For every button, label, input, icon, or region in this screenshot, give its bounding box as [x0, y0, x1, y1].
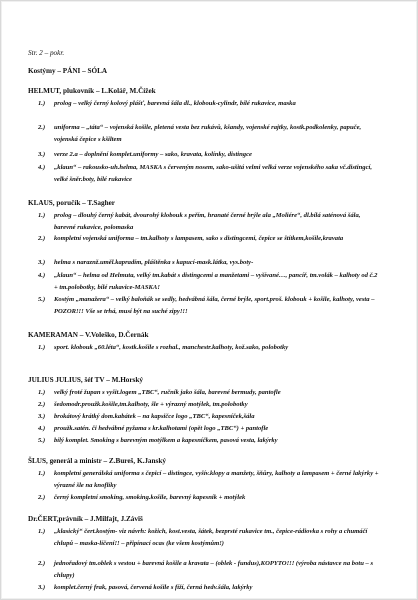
section-title-cert: Dr.ČERT,právník – J.Milfajt, J.Záviš — [28, 515, 143, 523]
document-heading: Kostýmy – PÁNI – SÓLA — [28, 67, 108, 75]
item-number: 5.) — [38, 296, 46, 303]
item-text: verze 2.a – doplnění komplet.uniformy – sako, kravata, kolínky, distingce — [54, 151, 252, 158]
list-item — [38, 411, 379, 423]
item-text: kompletní vojenská uniforma – tm.kalhoty s lampasem, sako s distingcemi, čepice se štítkem,košile,kravata — [54, 235, 344, 242]
list-item — [38, 435, 379, 447]
section-title-slus: ŠLUS, generál a ministr – Z.Bureš, K.Janský — [28, 457, 166, 465]
list-item — [38, 162, 379, 186]
list-item — [38, 399, 379, 411]
item-text: proužk.satén. či hedvábné pyžama s kr.kalhotami (opět logo „TBC“) + pantofle — [54, 425, 269, 432]
item-number: 3.) — [38, 259, 46, 266]
item-number: 3.) — [38, 413, 46, 420]
item-number: 2.) — [38, 124, 46, 131]
list-item — [38, 582, 379, 594]
item-number: 1.) — [38, 212, 46, 219]
item-number: 1.) — [38, 470, 46, 477]
item-text: šedomodr.proužk.košile,tm.kalhoty, šle + výrazný motýlek, tm.polobotky — [54, 401, 248, 408]
item-text: černý kompletní smoking, smoking.košile, barevný kapesník + motýlek — [54, 494, 246, 501]
item-text: „klaun“ – helma od Helmuta, velký tm.kabát s distingcemi a manžetami – vyšívané…, pancíř, tm.volák – kalhoty od č.2 + tm.polobotky, bílé rukavice-MASKA! — [54, 272, 378, 291]
item-number: 5.) — [38, 437, 46, 444]
item-number: 3.) — [38, 584, 46, 591]
item-text: prolog – dlouhý černý kabát, dvourohý klobouk s peřím, hranaté černé brýle ala „Moliére“, dl.bílá saténová šála, barevné rukavice, polomaska — [54, 212, 361, 231]
list-item — [38, 149, 379, 161]
item-number: 4.) — [38, 425, 46, 432]
item-text: jednořadový tm.oblek s vestou + barevná košile a kravata – (oblek - fundus),KOPYTO!!! (výroba nástavce na botu – s chlupy) — [54, 560, 374, 579]
item-text: velký froté župan s vyšit.logem „TBC“, ručník jako šála, barevné bermudy, pantofle — [54, 389, 281, 396]
section-title-helmut: HELMUT, plukovník – L.Kolář, M.Čížek — [28, 87, 156, 95]
list-item — [38, 558, 379, 582]
list-item — [38, 492, 379, 504]
item-text: uniforma – „táta“ – vojenská košile, pletená vesta bez rukávů, kšandy, vojenské rajtky, kostk.podkolenky, papuče, vojenská čepice s kšiltem — [54, 124, 362, 143]
item-number: 1.) — [38, 528, 46, 535]
item-text: prolog – velký černý kolový plášť, barevná šála dl., klobouk-cylindr, bílé rukavice, maska — [54, 100, 296, 107]
item-text: „klaun“ – rakousko-uh.helma, MASKA s červeným nosem, sako-ušitá velmi velká verze vojenského saka vč.distingcí, velké šněr.boty, bílé rukavice — [54, 164, 372, 183]
list-item — [38, 98, 379, 110]
item-number: 2.) — [38, 401, 46, 408]
section-title-kameraman: KAMERAMAN – V.Voleško, D.Černák — [28, 331, 149, 339]
item-number: 2.) — [38, 560, 46, 567]
page-label: Str. 2 – pokr. — [28, 49, 65, 57]
list-item — [38, 468, 379, 492]
item-number: 4.) — [38, 272, 46, 279]
section-title-klaus: KLAUS, poručík – T.Sagher — [28, 199, 115, 207]
item-text: helma s naraznž.uměl.kapradím, pláštěnka s kapucí-mask.látka, vys.boty- — [54, 259, 254, 266]
item-number: 1.) — [38, 389, 46, 396]
item-number: 4.) — [38, 164, 46, 171]
item-text: sport. klobouk „60.léta“, kostk.košile s rozhal., manchestr.kalhoty, kož.sako, polobotky — [54, 344, 289, 351]
item-text: komplet.černý frak, pasová, červená košile s fíží, černá hedv.šála, lakýrky — [54, 584, 253, 591]
item-number: 3.) — [38, 151, 46, 158]
list-item — [38, 423, 379, 435]
list-item — [38, 387, 379, 399]
item-text: bílý komplet. Smoking s barevným motýlkem a kapesníčkem, pasová vesta, lakýrky — [54, 437, 278, 444]
section-title-julius: JULIUS JULIUS, šéf TV – M.Horský — [28, 376, 143, 384]
item-text: Kostým „manažera“ – velký baloňák se sedly, hedvábná šála, černé brýle, sport.proš. klobouk + košile, kalhoty, vesta – POZOR!!! Vše se trhá, musí být na suché zipy!!! — [54, 296, 375, 315]
item-number: 1.) — [38, 344, 46, 351]
item-number: 1.) — [38, 100, 46, 107]
list-item — [38, 210, 379, 234]
list-item — [38, 342, 379, 354]
item-text: brokátový krátký dom.kabátek – na kapsičce logo „TBC“, kapesníček,šála — [54, 413, 255, 420]
item-number: 2.) — [38, 494, 46, 501]
list-item — [38, 257, 379, 269]
list-item — [38, 294, 379, 318]
list-item — [38, 122, 379, 146]
list-item — [38, 270, 379, 294]
item-text: kompletní generálská uniforma s čepicí – distingce, vyšív.klopy a manžety, šňůry, kalhoty a lampasem + černé lakýrky + výrazné šle na knoflíky — [54, 470, 379, 489]
list-item — [38, 526, 379, 550]
item-number: 2.) — [38, 235, 46, 242]
item-text: „klasický“ čert.kostým- viz návrh: kožich, kost.vesta, šátek, bezprsté rukavice tm., čepice-rádiovka s rohy a chumáčí chlupů – maska-líčení!! – připínací ocas (ke všem kostýmům!) — [54, 528, 368, 547]
list-item — [38, 233, 379, 245]
